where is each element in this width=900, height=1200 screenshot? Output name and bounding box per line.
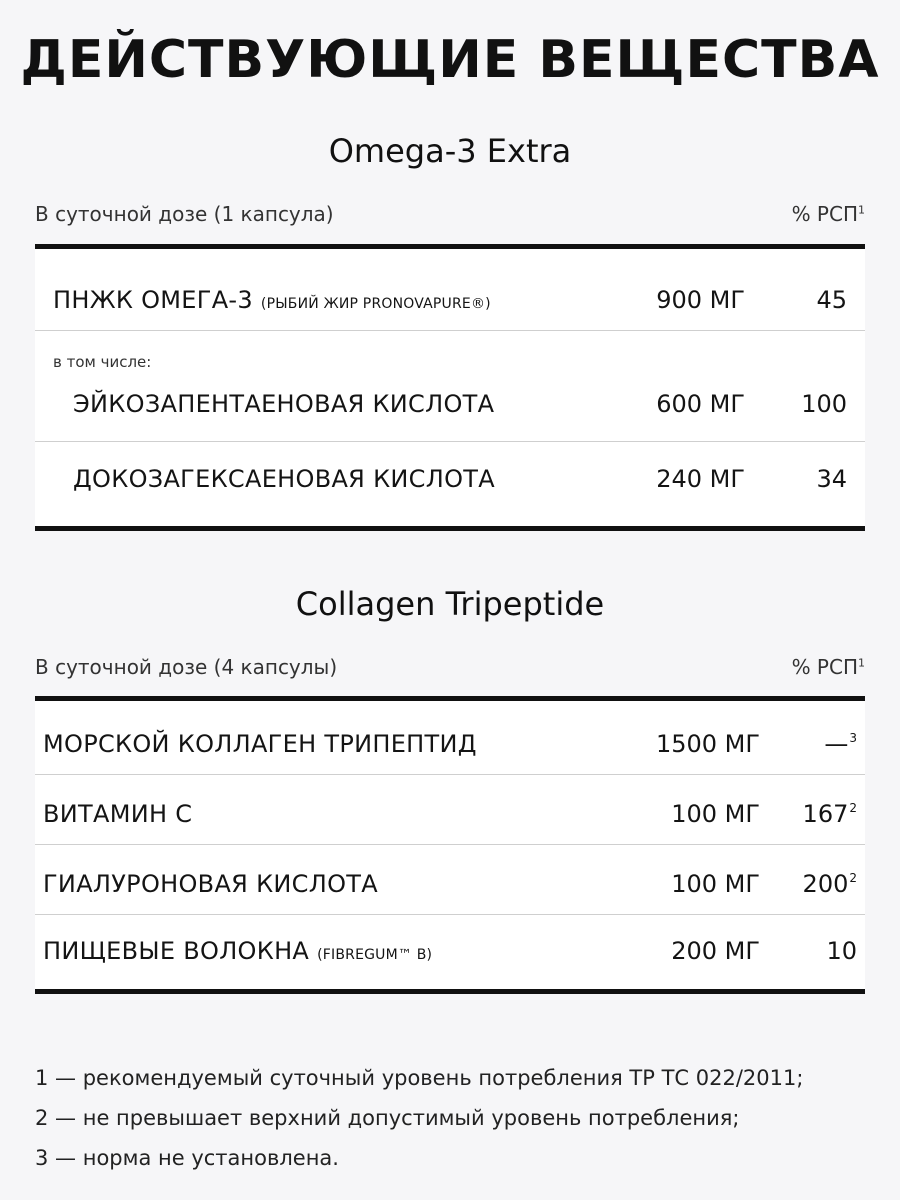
collagen-dose-label: В суточной дозе (4 капсулы) [35,655,338,679]
footnotes [35,1058,865,1178]
ingredient-name: ЭЙКОЗАПЕНТАЕНОВАЯ КИСЛОТА [73,390,495,418]
ingredient-amount: 1500 МГ [655,730,760,758]
ingredient-name: ВИТАМИН С [43,800,193,828]
ingredient-pct: 45 [816,286,847,314]
table-row [35,442,865,526]
omega-dose-label: В суточной дозе (1 капсула) [35,202,334,226]
omega-rsp-label: % РСП$^1$ [791,202,865,226]
collagen-table [35,696,865,994]
ingredient-pct: $167^2$ [802,800,857,828]
ingredient-name: МОРСКОЙ КОЛЛАГЕН ТРИПЕПТИД [43,730,477,758]
omega-table [35,244,865,531]
page-title: ДЕЙСТВУЮЩИЕ ВЕЩЕСТВА [20,30,880,90]
footnote: 3 — норма не установлена. [35,1146,339,1170]
omega-section-title: Omega-3 Extra [328,132,572,170]
collagen-dose-header [35,655,865,685]
ingredient-name: ДОКОЗАГЕКСАЕНОВАЯ КИСЛОТА [73,465,495,493]
table-row [35,845,865,915]
table-row [35,701,865,775]
collagen-section-title: Collagen Tripeptide [295,585,605,623]
ingredient-amount: 600 МГ [656,390,745,418]
ingredient-pct: $200^2$ [802,870,857,898]
table-row [35,775,865,845]
ingredient-name: ПИЩЕВЫЕ ВОЛОКНА (FIBREGUM™ B) [43,937,433,965]
footnote: 1 — рекомендуемый суточный уровень потребления ТР ТС 022/2011; [35,1066,804,1090]
ingredient-name: ПНЖК ОМЕГА-3 (РЫБИЙ ЖИР PRONOVAPURE®) [53,286,491,314]
ingredient-pct: 100 [801,390,847,418]
ingredient-amount: 240 МГ [656,465,745,493]
omega-dose-header [35,202,865,232]
ingredient-pct: 34 [816,465,847,493]
table-row [35,331,865,442]
table-row [35,249,865,331]
collagen-rsp-label: % РСП$^1$ [791,655,865,679]
table-row [35,915,865,989]
ingredient-amount: 900 МГ [656,286,745,314]
ingredient-pct: —$^3$ [824,730,857,758]
ingredient-pct: 10 [826,937,857,965]
ingredient-amount: 100 МГ [671,800,760,828]
ingredient-amount: 200 МГ [671,937,760,965]
footnote: 2 — не превышает верхний допустимый уровень потребления; [35,1106,740,1130]
ingredient-amount: 100 МГ [671,870,760,898]
sub-note: в том числе: [53,353,152,371]
ingredient-name: ГИАЛУРОНОВАЯ КИСЛОТА [43,870,378,898]
